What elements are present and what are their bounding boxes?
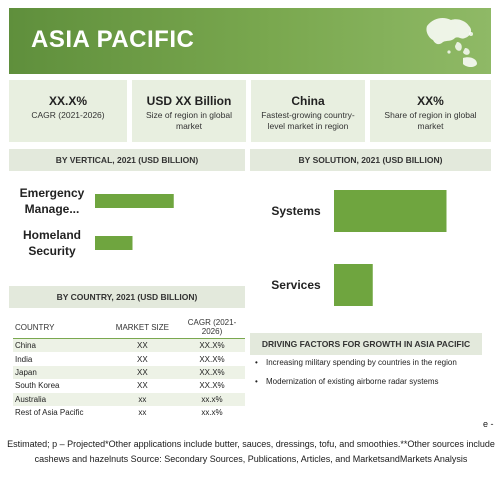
kpi-value: China bbox=[291, 94, 325, 108]
column-header-market-size: MARKET SIZE bbox=[106, 316, 179, 339]
bar bbox=[95, 194, 174, 208]
bullet-icon: • bbox=[255, 358, 258, 367]
cagr-cell: XX.X% bbox=[199, 381, 225, 391]
table-row bbox=[13, 379, 245, 392]
kpi-value: USD XX Billion bbox=[146, 94, 232, 108]
country-cell: Australia bbox=[13, 393, 106, 406]
category-label: Manage... bbox=[24, 202, 80, 216]
market-size-cell: xx bbox=[106, 393, 179, 406]
footnote: Estimated; p – Projected*Other applications include butter, sauces, dressings, tofu, and smoothies.**Other sources include cashews and hazelnuts Source: Secondary Sources, Publications, Articles, and MarketsandMarkets Analysis bbox=[7, 439, 495, 464]
cagr-cell: XX.X% bbox=[179, 339, 245, 353]
list-item bbox=[252, 358, 490, 368]
drivers-section-title: DRIVING FACTORS FOR GROWTH IN ASIA PACIFIC bbox=[250, 333, 482, 355]
kpi-label: CAGR (2021-2026) bbox=[31, 110, 105, 120]
kpi-label: Share of region in global market bbox=[384, 110, 477, 131]
cagr-cell: xx.x% bbox=[179, 393, 245, 406]
driver-text: Increasing military spending by countries in the region bbox=[266, 358, 457, 367]
kpi-value: XX% bbox=[417, 94, 444, 108]
kpi-value: XX.X% bbox=[48, 94, 87, 108]
column-header-cagr: CAGR (2021-2026) bbox=[179, 316, 245, 339]
asia-map-icon bbox=[421, 12, 481, 70]
kpi-label: Fastest-growing country-level market in region bbox=[261, 110, 355, 131]
kpi-fastest-growing bbox=[251, 80, 365, 142]
column-header-country: COUNTRY bbox=[13, 316, 106, 339]
bullet-icon: • bbox=[255, 377, 258, 386]
country-cell: Rest of Asia Pacific bbox=[15, 408, 84, 418]
table-header-row bbox=[13, 316, 245, 339]
category-label: Services bbox=[271, 278, 321, 292]
category-label: Systems bbox=[271, 204, 321, 218]
market-size-cell: XX bbox=[137, 381, 148, 391]
category-label: Emergency bbox=[19, 186, 85, 200]
table-row bbox=[13, 352, 245, 365]
country-cell: South Korea bbox=[15, 381, 60, 391]
market-size-cell: XX bbox=[137, 354, 148, 364]
cagr-cell: XX.X% bbox=[179, 366, 245, 379]
kpi-market-size bbox=[132, 80, 246, 142]
category-label: Security bbox=[28, 244, 76, 258]
header-banner bbox=[9, 8, 491, 74]
table-row bbox=[13, 339, 245, 353]
category-label: Homeland bbox=[22, 228, 82, 242]
market-size-cell: xx bbox=[138, 408, 147, 418]
drivers-list bbox=[252, 358, 490, 396]
bar bbox=[95, 236, 133, 250]
country-cell: India bbox=[15, 354, 33, 364]
solution-section-title: BY SOLUTION, 2021 (USD BILLION) bbox=[250, 149, 491, 171]
table-row bbox=[13, 366, 245, 379]
list-item bbox=[252, 377, 490, 387]
table-row bbox=[13, 406, 245, 419]
solution-bar-chart bbox=[250, 172, 491, 328]
kpi-row bbox=[9, 80, 491, 142]
bar bbox=[334, 264, 373, 306]
kpi-cagr bbox=[9, 80, 127, 142]
table-row bbox=[13, 393, 245, 406]
vertical-section-title: BY VERTICAL, 2021 (USD BILLION) bbox=[9, 149, 245, 171]
kpi-share bbox=[370, 80, 491, 142]
kpi-label: Size of region in global market bbox=[145, 110, 232, 131]
cagr-cell: XX.X% bbox=[199, 354, 225, 364]
vertical-bar-chart bbox=[9, 172, 245, 282]
cagr-cell: xx.x% bbox=[201, 408, 223, 418]
market-size-cell: XX bbox=[106, 339, 179, 353]
market-size-cell: XX bbox=[106, 366, 179, 379]
page-title: ASIA PACIFIC bbox=[31, 26, 195, 53]
driver-text: Modernization of existing airborne radar systems bbox=[266, 377, 439, 386]
country-table bbox=[13, 316, 245, 419]
bar bbox=[334, 190, 447, 232]
country-cell: China bbox=[13, 339, 106, 353]
country-cell: Japan bbox=[13, 366, 106, 379]
footnote-trailing: e - bbox=[483, 419, 494, 429]
country-section-title: BY COUNTRY, 2021 (USD BILLION) bbox=[9, 286, 245, 308]
